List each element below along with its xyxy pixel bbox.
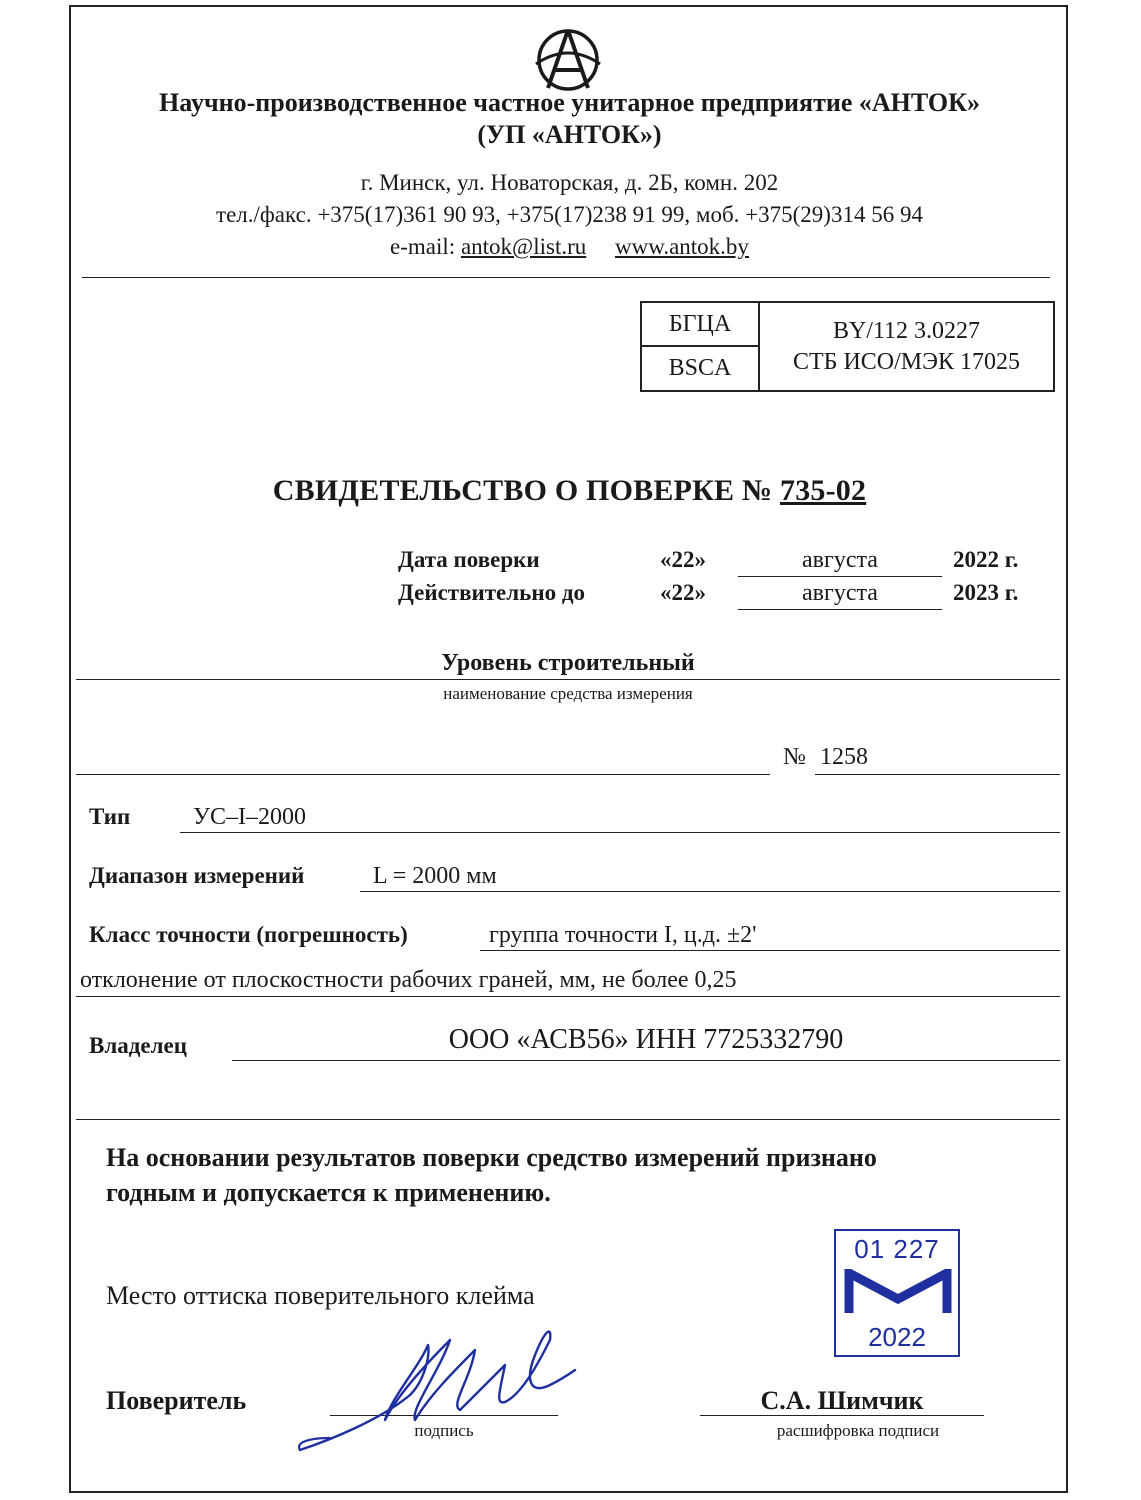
range-underline: [360, 891, 1060, 892]
stamp-place-label: Место оттиска поверительного клейма: [106, 1281, 535, 1310]
serial-blank-line: [76, 774, 770, 775]
instrument-name-caption: наименование средства измерения: [443, 684, 693, 703]
serial-underline: [815, 774, 1060, 775]
instrument-name: Уровень строительный: [441, 650, 695, 676]
organization-phones: тел./факс. +375(17)361 90 93, +375(17)238 91 99, моб. +375(29)314 56 94: [216, 202, 923, 227]
accreditation-body-ru: БГЦА: [641, 302, 759, 346]
type-underline: [180, 832, 1060, 833]
accuracy-label: Класс точности (погрешность): [89, 922, 408, 947]
website-link[interactable]: www.antok.by: [615, 234, 749, 259]
verifier-name-caption: расшифровка подписи: [776, 1421, 940, 1440]
range-value: L = 2000 мм: [373, 863, 497, 889]
signature-caption: подпись: [414, 1421, 474, 1440]
accuracy-value: группа точности I, ц.д. ±2': [489, 922, 757, 948]
verification-day: «22»: [660, 547, 706, 572]
accuracy-underline: [480, 950, 1060, 951]
organization-short-name: (УП «АНТОК»): [477, 120, 662, 149]
type-value: УС–I–2000: [193, 804, 306, 830]
owner-underline: [232, 1060, 1060, 1061]
verification-stamp: [834, 1229, 960, 1357]
organization-name: Научно-производственное частное унитарное предприятие «АНТОК»: [159, 88, 980, 117]
verification-year: 2022 г.: [953, 547, 1019, 572]
valid-year: 2023 г.: [953, 580, 1019, 605]
organization-address: г. Минск, ул. Новаторская, д. 2Б, комн. 202: [360, 170, 779, 195]
verifier-name-underline: [700, 1415, 984, 1416]
email-label: e-mail:: [390, 234, 456, 259]
accreditation-number: BY/112 3.0227: [832, 317, 981, 344]
accuracy-note: отклонение от плоскостности рабочих граней, мм, не более 0,25: [80, 967, 737, 993]
accreditation-table: [640, 301, 1055, 392]
valid-month-underline: [738, 609, 942, 610]
valid-month: августа: [802, 580, 878, 606]
serial-label: №: [783, 744, 806, 770]
stamp-code: 01 227: [854, 1234, 940, 1264]
header-divider: [82, 277, 1050, 278]
signature-icon: [290, 1310, 590, 1460]
accreditation-standard: СТБ ИСО/МЭК 17025: [793, 348, 1020, 375]
verification-month: августа: [802, 547, 878, 573]
verifier-label: Поверитель: [106, 1386, 247, 1415]
owner-value: ООО «АСВ56» ИНН 7725332790: [448, 1024, 844, 1055]
email-link[interactable]: antok@list.ru: [460, 234, 587, 259]
accuracy-note-underline: [76, 996, 1060, 997]
antok-logo-icon: [532, 24, 604, 96]
valid-day: «22»: [660, 580, 706, 605]
verifier-name: С.А. Шимчик: [760, 1386, 924, 1415]
owner-divider: [76, 1119, 1060, 1120]
certificate-title: [69, 474, 1070, 508]
conclusion-line-1: На основании результатов поверки средство измерений признано: [106, 1143, 877, 1172]
conclusion-line-2: годным и допускается к применению.: [106, 1178, 551, 1207]
contact-line: [69, 234, 1070, 260]
instrument-name-underline: [76, 679, 1060, 680]
certificate-number: 735-02: [780, 474, 867, 507]
range-label: Диапазон измерений: [89, 863, 305, 888]
owner-label: Владелец: [89, 1033, 187, 1058]
accreditation-details: [759, 302, 1054, 391]
verification-date-label: Дата поверки: [398, 547, 540, 572]
serial-number: 1258: [820, 744, 868, 770]
valid-until-label: Действительно до: [398, 580, 585, 605]
verification-month-underline: [738, 576, 942, 577]
certificate-title-text: СВИДЕТЕЛЬСТВО О ПОВЕРКЕ №: [272, 474, 773, 507]
stamp-year: 2022: [868, 1322, 926, 1352]
type-label: Тип: [89, 804, 131, 829]
accreditation-body-en: BSCA: [641, 346, 759, 391]
stamp-m-mark-icon: [844, 1269, 952, 1315]
